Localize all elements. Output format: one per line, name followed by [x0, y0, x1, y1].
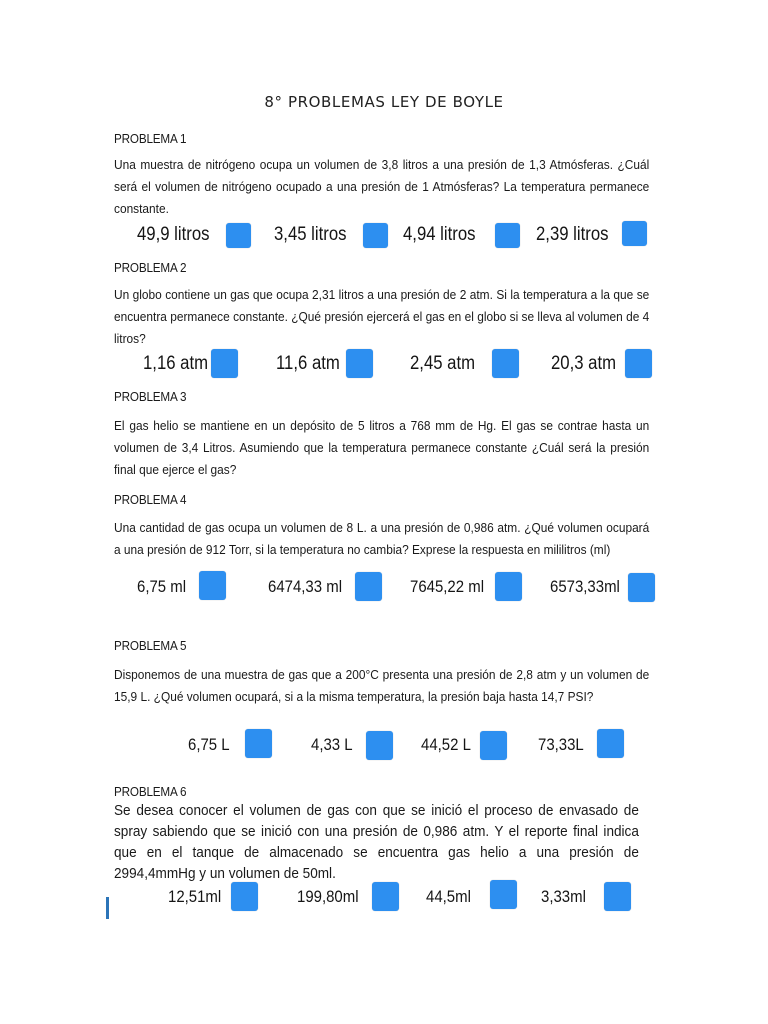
problem-2-option-1-label: 1,16 atm: [143, 353, 209, 374]
problem-4-option-1-label: 6,75 ml: [137, 577, 187, 596]
problem-2-statement: Un globo contiene un gas que ocupa 2,31 litros a una presión de 2 atm. Si la temperatura a la que se encuentra permanece constante. ¿Qué presión ejercerá el gas en el globo si se lleva al volumen de 4 litros?: [114, 287, 650, 346]
problem-1-heading: PROBLEMA 1: [114, 131, 187, 146]
problem-6-option-3-checkbox[interactable]: [490, 880, 517, 909]
problem-5-statement: Disponemos de una muestra de gas que a 200°C presenta una presión de 2,8 atm y un volumen de 15,9 L. ¿Qué volumen ocupará, si a la misma temperatura, la presión baja hasta 14,7 PSI?: [114, 667, 650, 704]
problem-1-option-4-label: 2,39 litros: [536, 224, 609, 245]
problem-2-option-4-checkbox[interactable]: [625, 349, 652, 378]
problem-1-option-2-label: 3,45 litros: [274, 224, 347, 245]
problem-1-option-3-label: 4,94 litros: [403, 224, 476, 245]
problem-6-option-4-checkbox[interactable]: [604, 882, 631, 911]
problem-5-option-1-checkbox[interactable]: [245, 729, 272, 758]
problem-5-option-2-label: 4,33 L: [311, 735, 353, 754]
problem-6-option-4-label: 3,33ml: [541, 887, 586, 906]
problem-4-heading: PROBLEMA 4: [114, 492, 187, 507]
margin-mark: [106, 897, 109, 919]
problem-4-option-2-checkbox[interactable]: [355, 572, 382, 601]
problem-5-heading: PROBLEMA 5: [114, 638, 187, 653]
problem-4-option-3-label: 7645,22 ml: [410, 577, 485, 596]
problem-1-statement: Una muestra de nitrógeno ocupa un volumen de 3,8 litros a una presión de 1,3 Atmósferas. ¿Cuál será el volumen de nitrógeno ocupado a una presión de 1 Atmósferas? La temperatura permanece constante.: [114, 157, 650, 216]
problem-3-statement: El gas helio se mantiene en un depósito de 5 litros a 768 mm de Hg. El gas se contrae hasta un volumen de 3,4 Litros. Asumiendo que la temperatura permanece constante ¿Cuál será la presión final que ejerce el gas?: [114, 418, 650, 477]
problem-2-heading: PROBLEMA 2: [114, 260, 187, 275]
problem-2-option-3-label: 2,45 atm: [410, 353, 476, 374]
problem-4-option-3-checkbox[interactable]: [495, 572, 522, 601]
problem-4-option-2-label: 6474,33 ml: [268, 577, 343, 596]
problem-5-option-1-label: 6,75 L: [188, 735, 230, 754]
problem-2-option-2-checkbox[interactable]: [346, 349, 373, 378]
problem-4-statement: Una cantidad de gas ocupa un volumen de 8 L. a una presión de 0,986 atm. ¿Qué volumen ocupará a una presión de 912 Torr, si la temperatura no cambia? Exprese la respuesta en mililitros (ml): [114, 520, 650, 557]
problem-4-option-4-label: 6573,33ml: [550, 577, 620, 596]
problem-2-option-2-label: 11,6 atm: [276, 353, 340, 374]
problem-6-option-3-label: 44,5ml: [426, 887, 471, 906]
problem-3-heading: PROBLEMA 3: [114, 389, 187, 404]
problem-1-option-1-label: 49,9 litros: [137, 224, 210, 245]
problem-6-option-2-checkbox[interactable]: [372, 882, 399, 911]
problem-6-heading: PROBLEMA 6: [114, 784, 187, 799]
problem-6-option-1-checkbox[interactable]: [231, 882, 258, 911]
problem-4-option-1-checkbox[interactable]: [199, 571, 226, 600]
problem-5-option-2-checkbox[interactable]: [366, 731, 393, 760]
problem-2-option-4-label: 20,3 atm: [551, 353, 617, 374]
problem-1-option-2-checkbox[interactable]: [363, 223, 388, 248]
problem-1-option-1-checkbox[interactable]: [226, 223, 251, 248]
problem-1-option-4-checkbox[interactable]: [622, 221, 647, 246]
problem-2-option-1-checkbox[interactable]: [211, 349, 238, 378]
problem-5-option-4-label: 73,33L: [538, 735, 584, 754]
problem-1-option-3-checkbox[interactable]: [495, 223, 520, 248]
problem-5-option-4-checkbox[interactable]: [597, 729, 624, 758]
problem-6-statement: Se desea conocer el volumen de gas con que se inició el proceso de envasado de spray sabiendo que se inició con una presión de 0,986 atm. Y el reporte final indica que en el tanque de almacenado se encuentra gas helio a una presión de 2994,4mmHg y un volumen de 50ml.: [114, 802, 639, 882]
problem-6-option-2-label: 199,80ml: [297, 887, 359, 906]
problem-6-option-1-label: 12,51ml: [168, 887, 222, 906]
problem-2-option-3-checkbox[interactable]: [492, 349, 519, 378]
problem-5-option-3-checkbox[interactable]: [480, 731, 507, 760]
problem-5-option-3-label: 44,52 L: [421, 735, 471, 754]
problem-4-option-4-checkbox[interactable]: [628, 573, 655, 602]
page-title: 8° PROBLEMAS LEY DE BOYLE: [264, 93, 504, 111]
